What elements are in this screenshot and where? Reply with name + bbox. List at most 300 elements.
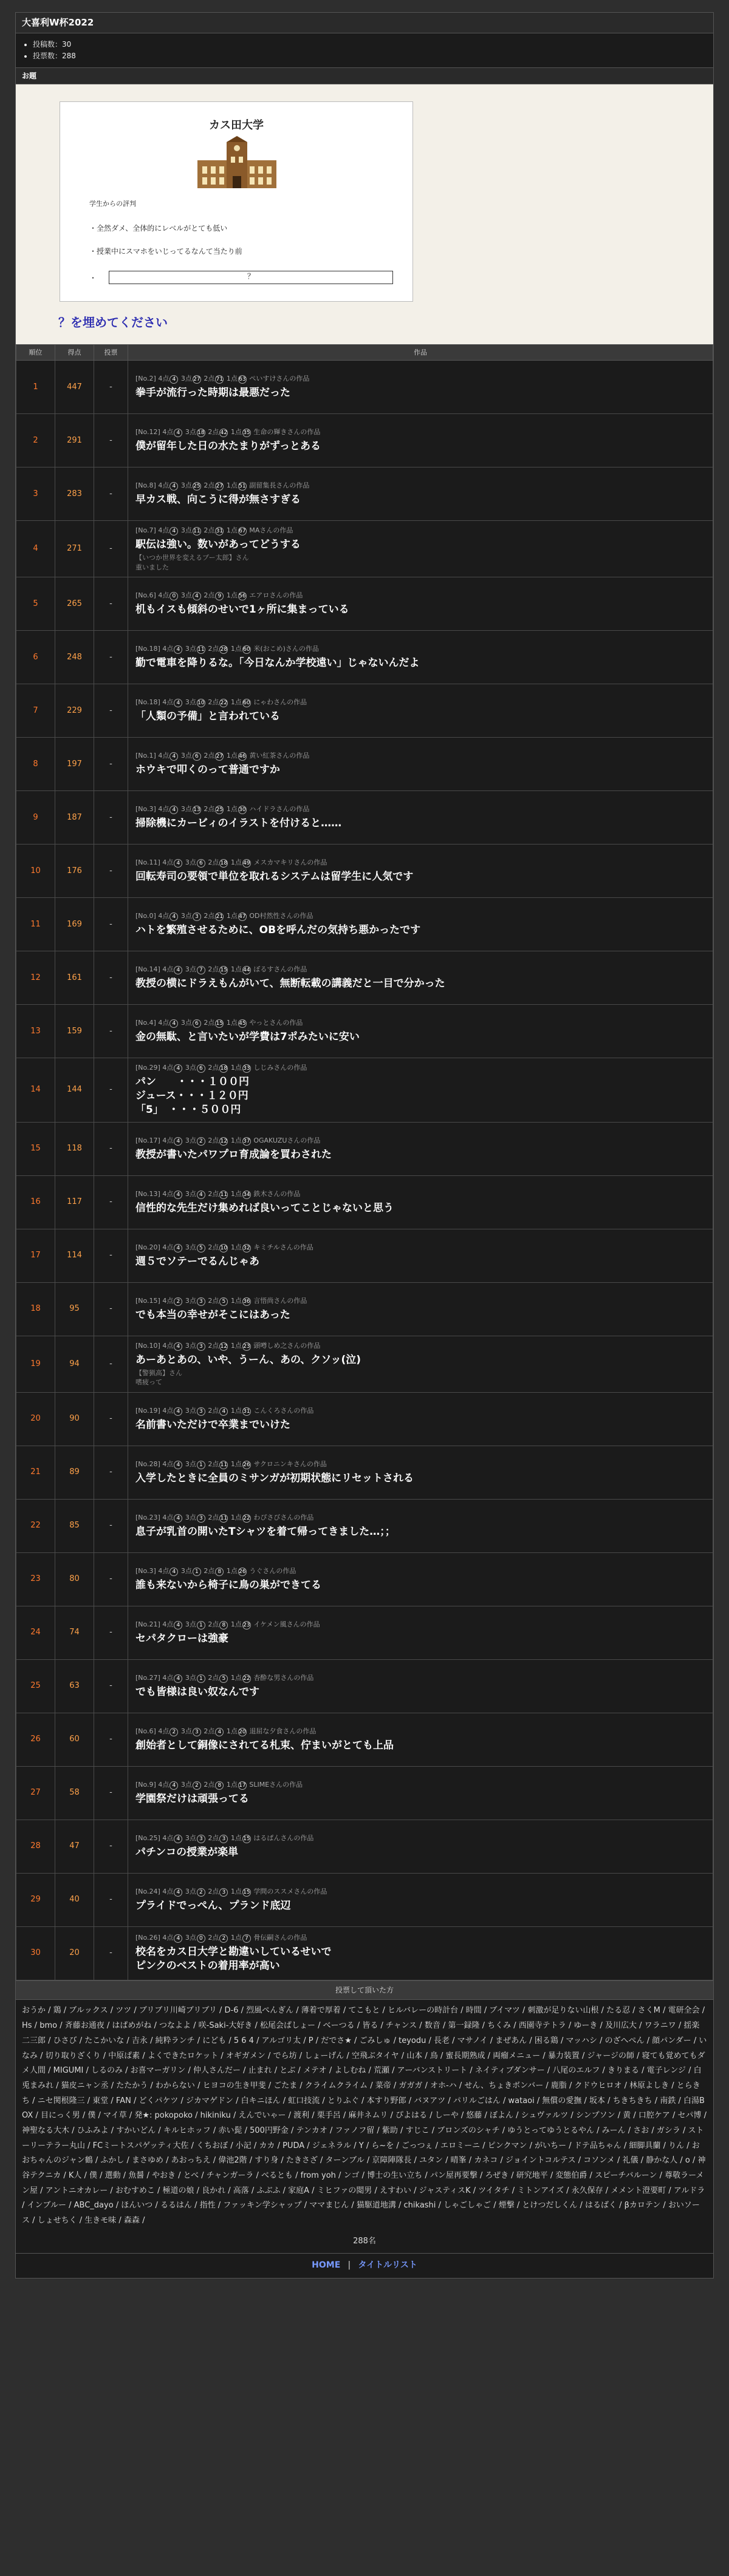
work-number: [No.27]: [135, 1673, 160, 1682]
score-cell: 187: [55, 791, 94, 845]
count-3pt: 27: [193, 376, 200, 383]
score-cell: 89: [55, 1446, 94, 1499]
score-cell: 117: [55, 1175, 94, 1229]
work-author: 副留集長さんの作品: [249, 481, 310, 490]
work-cell: [128, 414, 713, 467]
work-title: 「人類の予備」と言われている: [135, 710, 280, 723]
rank-cell: 26: [16, 1713, 55, 1766]
work-cell: [128, 1926, 713, 1980]
work-author: サクロニンキさんの作品: [253, 1460, 327, 1468]
count-3pt: 1: [197, 1461, 205, 1469]
count-3pt: 5: [197, 1244, 205, 1252]
work-title: 誰も来ないから椅子に鳥の巣ができてる: [135, 1579, 321, 1591]
work-meta: [No.2] 4点 4 3点 27 2点 71 1点 63 ぺいすけさんの作品: [135, 375, 310, 383]
count-1pt: 44: [243, 967, 250, 974]
count-4pt: 4: [174, 1621, 182, 1630]
score-cell: 169: [55, 898, 94, 951]
rank-cell: 22: [16, 1499, 55, 1552]
table-row: [16, 1282, 713, 1336]
count-4pt: 4: [174, 699, 182, 707]
work-number: [No.12]: [135, 428, 160, 437]
work-author: 米(おこめ)さんの作品: [253, 645, 319, 653]
work-title: パン ・・・１００円 ジュース・・・１２０円 「5」 ・・・５００円: [135, 1076, 249, 1116]
work-title: 息子が乳首の開いたTシャツを着て帰ってきました…；；: [135, 1525, 395, 1538]
voters-header: 投票して頂いた方: [16, 1980, 713, 2000]
count-1pt: 30: [239, 807, 246, 814]
work-meta: [No.18] 4点 4 3点 11 2点 28 1点 60 米(おこめ)さんの作品: [135, 645, 319, 653]
work-meta: [No.1] 4点 4 3点 6 2点 27 1点 46 黄い紅茶さんの作品: [135, 752, 310, 760]
rank-cell: 12: [16, 951, 55, 1005]
nav-separator: |: [347, 2260, 351, 2270]
table-row: [16, 1713, 713, 1766]
count-2pt: 42: [220, 430, 228, 437]
score-cell: 197: [55, 738, 94, 791]
count-3pt: 0: [197, 1934, 205, 1943]
count-1pt: 17: [239, 1782, 246, 1789]
count-2pt: 10: [220, 1245, 228, 1251]
rank-cell: 14: [16, 1058, 55, 1123]
rank-cell: 24: [16, 1606, 55, 1659]
count-1pt: 23: [243, 1622, 250, 1628]
work-cell: [128, 1175, 713, 1229]
count-3pt: 6: [193, 752, 201, 761]
work-meta: [No.7] 4点 4 3点 11 2点 31 1点 67 MAさんの作品: [135, 526, 293, 535]
work-title: あーあとあの、いや、うーん、あの、クソッ(泣): [135, 1353, 361, 1366]
count-3pt: 6: [193, 1019, 201, 1028]
count-4pt: 4: [174, 1674, 182, 1683]
col-work: 作品: [128, 345, 713, 361]
rank-cell: 15: [16, 1122, 55, 1175]
count-2pt: 21: [216, 914, 224, 920]
work-note: 【いつか世界を変えるプー太郎】さん 重いました: [135, 554, 249, 571]
count-2pt: 15: [216, 1021, 224, 1027]
count-3pt: 3: [197, 1835, 205, 1843]
work-author: わぴさびさんの作品: [253, 1513, 314, 1521]
work-author: うぐさんの作品: [249, 1566, 296, 1575]
count-3pt: 4: [193, 592, 201, 600]
count-1pt: 47: [239, 914, 246, 920]
count-3pt: 6: [197, 1064, 205, 1073]
work-title: 机もイスも傾斜のせいで1ヶ所に集まっている: [135, 603, 349, 616]
count-1pt: 26: [239, 1568, 246, 1575]
count-4pt: 4: [169, 1781, 178, 1790]
count-3pt: 11: [197, 647, 205, 653]
work-number: [No.18]: [135, 698, 160, 707]
table-row: [16, 521, 713, 577]
count-2pt: 27: [216, 753, 224, 760]
work-cell: [128, 951, 713, 1005]
vote-cell: -: [94, 1282, 128, 1336]
count-3pt: 1: [193, 1568, 201, 1576]
footer-nav: [16, 2253, 713, 2278]
score-cell: 40: [55, 1873, 94, 1926]
col-vote: 投票: [94, 345, 128, 361]
work-cell: [128, 1820, 713, 1873]
score-cell: 90: [55, 1392, 94, 1446]
table-row: [16, 1766, 713, 1820]
rank-cell: 10: [16, 845, 55, 898]
count-2pt: 27: [216, 483, 224, 490]
rank-cell: 21: [16, 1446, 55, 1499]
work-title: でも本当の幸せがそこにはあった: [135, 1308, 290, 1321]
score-cell: 265: [55, 577, 94, 631]
count-2pt: 3: [219, 1888, 228, 1897]
review-2: ・授業中にスマホをいじってるなんて当たり前: [89, 247, 242, 256]
col-rank: 順位: [16, 345, 55, 361]
main-container: [15, 12, 714, 2279]
work-number: [No.23]: [135, 1513, 160, 1521]
count-1pt: 37: [243, 1138, 250, 1144]
table-row: [16, 467, 713, 521]
work-number: [No.15]: [135, 1296, 160, 1305]
count-4pt: 4: [174, 966, 182, 974]
answer-blank: ？: [109, 271, 393, 284]
work-number: [No.9]: [135, 1780, 156, 1789]
count-4pt: 0: [169, 592, 178, 600]
table-row: [16, 414, 713, 467]
score-cell: 58: [55, 1766, 94, 1820]
score-cell: 47: [55, 1820, 94, 1873]
work-cell: [128, 1552, 713, 1606]
work-author: 学問のススメさんの作品: [253, 1887, 327, 1895]
count-4pt: 4: [174, 645, 182, 654]
work-meta: [No.14] 4点 4 3点 7 2点 15 1点 44 ぼるすさんの作品: [135, 965, 307, 974]
count-2pt: 8: [215, 1781, 224, 1790]
work-meta: [No.0] 4点 4 3点 3 2点 21 1点 47 OD村然性さんの作品: [135, 912, 313, 920]
odai-prompt: ？を埋めてください: [58, 315, 168, 330]
work-title: でも皆様は良い奴なんです: [135, 1685, 259, 1698]
vote-cell: -: [94, 1926, 128, 1980]
work-number: [No.17]: [135, 1136, 160, 1144]
work-cell: [128, 1499, 713, 1552]
work-title: パチンコの授業が楽単: [135, 1846, 239, 1858]
vote-cell: -: [94, 1122, 128, 1175]
count-1pt: 22: [243, 1675, 250, 1682]
work-author: MAさんの作品: [249, 526, 293, 535]
count-1pt: 60: [243, 700, 250, 707]
table-row: [16, 1926, 713, 1980]
work-author: ぼるすさんの作品: [253, 965, 307, 974]
table-row: [16, 1175, 713, 1229]
work-cell: [128, 1713, 713, 1766]
work-number: [No.1]: [135, 752, 156, 760]
vote-cell: -: [94, 1713, 128, 1766]
work-cell: [128, 738, 713, 791]
rank-cell: 7: [16, 684, 55, 738]
count-1pt: 7: [242, 1934, 251, 1943]
count-2pt: 31: [216, 528, 224, 535]
work-cell: [128, 791, 713, 845]
rank-cell: 6: [16, 631, 55, 684]
count-4pt: 2: [174, 1297, 182, 1306]
work-meta: [No.25] 4点 4 3点 3 2点 3 1点 15 はるぱんさんの作品: [135, 1833, 314, 1842]
vote-cell: -: [94, 521, 128, 577]
rank-cell: 17: [16, 1229, 55, 1282]
vote-cell: -: [94, 898, 128, 951]
count-4pt: 4: [174, 1244, 182, 1252]
work-cell: [128, 684, 713, 738]
table-row: [16, 1229, 713, 1282]
score-cell: 291: [55, 414, 94, 467]
work-cell: [128, 467, 713, 521]
work-title: 拳手が流行った時期は最悪だった: [135, 387, 290, 399]
rank-cell: 28: [16, 1820, 55, 1873]
work-number: [No.19]: [135, 1406, 160, 1415]
work-number: [No.18]: [135, 645, 160, 653]
work-number: [No.20]: [135, 1243, 160, 1251]
col-score: 得点: [55, 345, 94, 361]
score-cell: 176: [55, 845, 94, 898]
count-1pt: 49: [243, 860, 250, 867]
work-meta: [No.8] 4点 4 3点 25 2点 27 1点 51 副留集長さんの作品: [135, 481, 310, 490]
work-author: こんくろさんの作品: [253, 1406, 314, 1415]
work-cell: [128, 1446, 713, 1499]
work-author: 黄い紅茶さんの作品: [249, 752, 310, 760]
count-3pt: 3: [197, 1297, 205, 1306]
work-meta: [No.9] 4点 4 3点 2 2点 8 1点 17 SLIMEさんの作品: [135, 1780, 303, 1789]
vote-cell: -: [94, 1446, 128, 1499]
count-2pt: 18: [220, 1065, 228, 1072]
work-author: イケメン風さんの作品: [253, 1620, 320, 1628]
vote-cell: -: [94, 1659, 128, 1713]
score-cell: 161: [55, 951, 94, 1005]
work-number: [No.2]: [135, 375, 156, 383]
count-3pt: 3: [197, 1342, 205, 1351]
count-1pt: 51: [239, 483, 246, 490]
university-building-icon: [197, 136, 276, 188]
work-cell: [128, 845, 713, 898]
vote-cell: -: [94, 467, 128, 521]
table-row: [16, 1606, 713, 1659]
work-number: [No.26]: [135, 1934, 160, 1942]
rank-cell: 11: [16, 898, 55, 951]
work-title: ホウキで叩くのって普通ですか: [135, 764, 280, 777]
rank-cell: 29: [16, 1873, 55, 1926]
work-meta: [No.12] 4点 4 3点 18 2点 42 1点 35 生命の輝きさんの作品: [135, 428, 321, 437]
work-meta: [No.3] 4点 4 3点 1 2点 8 1点 26 うぐさんの作品: [135, 1566, 296, 1575]
work-number: [No.24]: [135, 1887, 160, 1895]
odai-card-title: カス田大学: [209, 119, 264, 132]
work-title: 掃除機にカービィのイラストを付けると……: [135, 817, 342, 830]
count-2pt: 25: [216, 807, 224, 814]
count-1pt: 34: [243, 1191, 250, 1198]
table-row: [16, 631, 713, 684]
work-number: [No.13]: [135, 1189, 160, 1198]
work-title: 信性的な先生だけ集めれば良いってことじゃないと思う: [135, 1201, 394, 1214]
work-number: [No.4]: [135, 1019, 156, 1027]
title-list-link[interactable]: タイトルリスト: [358, 2260, 417, 2270]
table-row: [16, 361, 713, 414]
count-4pt: 4: [174, 1835, 182, 1843]
work-cell: [128, 1659, 713, 1713]
work-number: [No.11]: [135, 858, 160, 867]
rank-cell: 30: [16, 1926, 55, 1980]
count-4pt: 4: [169, 1019, 178, 1028]
work-author: ぺいすけさんの作品: [249, 375, 310, 383]
rank-cell: 5: [16, 577, 55, 631]
count-3pt: 10: [197, 700, 205, 707]
home-link[interactable]: HOME: [312, 2260, 341, 2270]
work-title: 回転寿司の要領で単位を取れるシステムは留学生に人気です: [135, 871, 414, 883]
work-author: 言悟尚さんの作品: [253, 1296, 307, 1305]
vote-cell: -: [94, 1175, 128, 1229]
work-meta: [No.24] 4点 4 3点 2 2点 3 1点 15 学問のススメさんの作品: [135, 1887, 327, 1895]
work-author: はるぱんさんの作品: [253, 1833, 314, 1842]
work-number: [No.0]: [135, 912, 156, 920]
count-4pt: 4: [169, 1568, 178, 1576]
review-1: ・全然ダメ、全体的にレベルがとても低い: [89, 224, 228, 233]
voters-list: おうか / 鶏 / ブルックス / ツツ / ブリブリ川崎ブリブリ / D-6 / 烈風ぺんぎん / 薄着で厚着 / てこもと / ヒルバレーの時計台 / 時間 / ブイマツ / 刺激が足りない山根 / たる忍 / さくM / 電研全会 / Hs / bmo / 斉藤お通夜 / はぱめがね / つなよよ / 咲-Saki-大好き / 松尾会ぱしょー / べーつる / 皆る / チャンス / 数音 / 第一録隆 / ちくみ / 西園寺テトラ / ゆーき / 及川広大 / ワラニワ / 揺楽二三郎 / ひさび / たこかいな / 吉永 / 純粋ランチ / にども / 5 6 4 / アルゴリ太 / P / だでさ★ / ごみしゅ / teyodu / 長老 / マサノイ / まぜあん / 困る鶏 / マッハシ / のざへぺん / 顔パンダー / いなみ / 切り取りざくり / 中原ぱ素 / よくできたロケット / オギガメン / でら坊 / しょーげん / 空飛ぶタイヤ / 山本 / 鳥 / 蜜長期熟成 / 両瘤メニュー / 暴力装置 / ジャージの師 / 寝ても覚めてもダメ人間 / MIGUMI / しるのみ / お喜マーガリン / 仲人さんだー / 止まれ / とぶ / メテオ / よしむね / 荒瀬 / アーバンストリート / ネイティブダンサー / 八尾のエルフ / きりまる / 電子レンジ / 白兎まみれ / 猫皮ニャン丞 / たたかう / わからない / ヒヨコの生き甲斐 / ごたま / クライムクライム / 菜帝 / ガガガ / オホ-ハ / せん、ちょきボンバー / 鹿脂 / クドウヒロオ / 林原よしき / とらきち / ニセ関根隆三 / 東堂 / FAN / どくパケツ / ジカマゲドン / 白キニほん / 虹口技流 / とりふぐ / 本すり野郎 / バヌアツ / パリルごはん / wataoi / 無償の愛撫 / 坂本 / ちきちきち / 南鉄 / 白湯BOX / 目にっく男 / 僕 / マイ草 / 発★: pokopoko / hikiniku / えんでいゃー / 渡利 / 栗手呂 / 麻井ネムリ / ぴよはる / しーや / 悠藤 / ぼよん / シュヴァルツ / シンプソン / 黄 / 口腔ケア / セパ博 / 神聖なる大木 / ひふみよ / すかいどん / キルヒホッフ / 赤い髭 / 500円野金 / テンカオ / ファノフ留 / 紫助 / すじこ / ブロンズのシャチ / ゆうとってゆうとるやん / みーん / さお / ガシラ / ストーリーテラー丸山 / FCミートスパゲッティ大佐 / くちおぼ / 小記 / カカ / PUDA / ジェネラル / Y / ら~を / ごっつぇ / エロミーニ / ピンクマン / がいちー / ドテ品ちゃん / 細脚具蘭 / りん / おおちゃんのジャン鶴 / ふかし / まさゆめ / あおっちえ / 偉池2階 / すり身 / たきさざ / ターンブル / 京障陣隊長 / ユタン / 晴峯 / カネコ / ジョイントコルテス / コソンメ / 礼儀 / 静かな人 / o / 神谷テクニカ / K人 / 僕 / 選動 / 魚醤 / やおき / とべ / チャンガーラ / べるとも / from yoh / ンゴ / 博士の生い立ち / パン屋再要撃 / ろぜき / 研究地平 / 変態伯爵 / スピーチバルーン / 尊敬ラーメン屋 / アントニオカレー / おむすめこ / 極道の娘 / 良かれ / 高落 / ふぶふ / 家庭A / ミヒファの閲男 / えすわい / ジャスティスK / ツイタチ / ミトンアイズ / 永久保存 / メメント澄要町 / アルドラ / インブルー / ABC_dayo / ほんいつ / るるはん / 指性 / ファッキン学シャップ / ママまじん / 猫駆道地溝 / chikashi / しゃごしゃご / 煙撃 / とけつだしくん / はるばく / βカロテン / おいソース / しょせちく / 生きモ味 / 森森 /: [22, 2006, 707, 2226]
vote-cell: -: [94, 1392, 128, 1446]
work-author: メスカマキリさんの作品: [253, 858, 327, 867]
work-title: 僕が留年した日の水たまりがずっとある: [135, 440, 321, 453]
work-cell: [128, 361, 713, 414]
count-1pt: 60: [243, 647, 250, 653]
count-1pt: 22: [243, 1515, 250, 1521]
count-2pt: 11: [220, 1191, 228, 1198]
count-1pt: 20: [239, 1728, 246, 1735]
work-author: 生命の輝きさんの作品: [253, 428, 321, 437]
vote-cell: -: [94, 791, 128, 845]
work-meta: [No.6] 4点 0 3点 4 2点 9 1点 56 エアロさんの作品: [135, 591, 303, 600]
work-author: 杏酔な男さんの作品: [253, 1673, 314, 1682]
count-4pt: 4: [174, 1342, 182, 1351]
work-title: 週５でソテーでるんじゃあ: [135, 1255, 259, 1268]
work-number: [No.3]: [135, 805, 156, 814]
vote-cell: -: [94, 951, 128, 1005]
work-title: 入学したときに全員のミサンガが初期状態にリセットされる: [135, 1472, 414, 1484]
score-cell: 144: [55, 1058, 94, 1123]
vote-cell: -: [94, 1820, 128, 1873]
table-row: [16, 684, 713, 738]
rank-cell: 13: [16, 1005, 55, 1058]
score-cell: 94: [55, 1336, 94, 1392]
score-cell: 159: [55, 1005, 94, 1058]
table-row: [16, 898, 713, 951]
work-number: [No.7]: [135, 526, 156, 535]
count-2pt: 22: [220, 700, 228, 707]
work-cell: [128, 1392, 713, 1446]
work-author: キミチルさんの作品: [253, 1243, 313, 1251]
count-2pt: 12: [220, 1343, 228, 1350]
work-cell: [128, 577, 713, 631]
work-author: OGAKUZUさんの作品: [253, 1136, 321, 1144]
work-cell: [128, 1005, 713, 1058]
count-4pt: 4: [169, 527, 178, 535]
table-row: [16, 1005, 713, 1058]
work-meta: [No.28] 4点 4 3点 1 2点 11 1点 26 サクロニンキさんの作品: [135, 1460, 327, 1468]
count-4pt: 4: [169, 482, 178, 491]
vote-cell: -: [94, 1873, 128, 1926]
count-1pt: 26: [243, 1461, 250, 1468]
count-4pt: 4: [174, 1888, 182, 1897]
work-meta: [No.23] 4点 4 3点 3 2点 11 1点 22 わぴさびさんの作品: [135, 1513, 314, 1521]
table-row: [16, 1552, 713, 1606]
rank-cell: 19: [16, 1336, 55, 1392]
count-1pt: 33: [243, 1065, 250, 1072]
work-number: [No.10]: [135, 1341, 160, 1350]
work-number: [No.3]: [135, 1566, 156, 1575]
vote-cell: -: [94, 1336, 128, 1392]
count-4pt: 4: [174, 1934, 182, 1943]
work-meta: [No.6] 4点 2 3点 3 2点 4 1点 20 退屈な夕食さんの作品: [135, 1727, 317, 1735]
count-3pt: 1: [197, 1621, 205, 1630]
table-row: [16, 738, 713, 791]
count-3pt: 3: [193, 1728, 201, 1736]
count-1pt: 35: [243, 430, 250, 437]
vote-cell: -: [94, 1499, 128, 1552]
count-3pt: 2: [197, 1137, 205, 1146]
table-row: [16, 1122, 713, 1175]
count-1pt: 15: [243, 1889, 250, 1895]
work-cell: [128, 521, 713, 577]
score-cell: 74: [55, 1606, 94, 1659]
work-number: [No.21]: [135, 1620, 160, 1628]
rank-cell: 23: [16, 1552, 55, 1606]
vote-cell: -: [94, 1552, 128, 1606]
work-meta: [No.29] 4点 4 3点 6 2点 18 1点 33 しじみさんの作品: [135, 1064, 307, 1072]
work-author: にゃわさんの作品: [253, 698, 307, 707]
work-meta: [No.4] 4点 4 3点 6 2点 15 1点 45 やっとさんの作品: [135, 1019, 303, 1027]
count-2pt: 28: [220, 647, 228, 653]
score-cell: 118: [55, 1122, 94, 1175]
work-cell: [128, 1058, 713, 1123]
stats-list: [16, 33, 713, 67]
count-1pt: 67: [239, 528, 246, 535]
count-2pt: 9: [215, 592, 224, 600]
rank-cell: 20: [16, 1392, 55, 1446]
count-1pt: 56: [239, 593, 246, 600]
count-2pt: 15: [220, 967, 228, 974]
work-number: [No.6]: [135, 591, 156, 600]
work-title: 駅伝は強い。数いがあってどうする: [135, 539, 301, 551]
score-cell: 63: [55, 1659, 94, 1713]
work-title: 教授が書いたパワプロ育成論を買わされた: [135, 1148, 332, 1161]
vote-cell: -: [94, 845, 128, 898]
count-3pt: 25: [193, 483, 200, 490]
count-4pt: 4: [169, 806, 178, 814]
score-cell: 271: [55, 521, 94, 577]
count-4pt: 4: [174, 1461, 182, 1469]
work-author: 鉄木さんの作品: [253, 1189, 301, 1198]
count-2pt: 11: [220, 1461, 228, 1468]
work-meta: [No.20] 4点 4 3点 5 2点 10 1点 32 キミチルさんの作品: [135, 1243, 313, 1251]
count-2pt: 3: [219, 1835, 228, 1843]
count-4pt: 4: [174, 1514, 182, 1523]
work-title: 校名をカス日大学と勘違いしているせいで ピンクのベストの着用率が高い: [135, 1946, 332, 1973]
score-cell: 60: [55, 1713, 94, 1766]
work-title: 学園祭だけは頑張ってる: [135, 1792, 249, 1805]
work-number: [No.28]: [135, 1460, 160, 1468]
work-number: [No.29]: [135, 1064, 160, 1072]
work-meta: [No.19] 4点 4 3点 3 2点 4 1点 31 こんくろさんの作品: [135, 1406, 314, 1415]
table-row: [16, 1499, 713, 1552]
vote-count: • 投票数：288: [33, 51, 707, 61]
work-author: SLIMEさんの作品: [249, 1780, 303, 1789]
count-4pt: 4: [169, 375, 178, 384]
count-4pt: 2: [169, 1728, 178, 1736]
score-cell: 229: [55, 684, 94, 738]
work-title: 名前書いただけで卒業までいけた: [135, 1418, 290, 1431]
count-4pt: 4: [174, 859, 182, 868]
work-cell: [128, 1282, 713, 1336]
vote-cell: -: [94, 1058, 128, 1123]
work-meta: [No.10] 4点 4 3点 3 2点 12 1点 23 頭噂しめ之さんの作品: [135, 1341, 321, 1350]
count-1pt: 36: [243, 1298, 250, 1305]
score-cell: 95: [55, 1282, 94, 1336]
vote-cell: -: [94, 361, 128, 414]
table-row: [16, 1058, 713, 1123]
